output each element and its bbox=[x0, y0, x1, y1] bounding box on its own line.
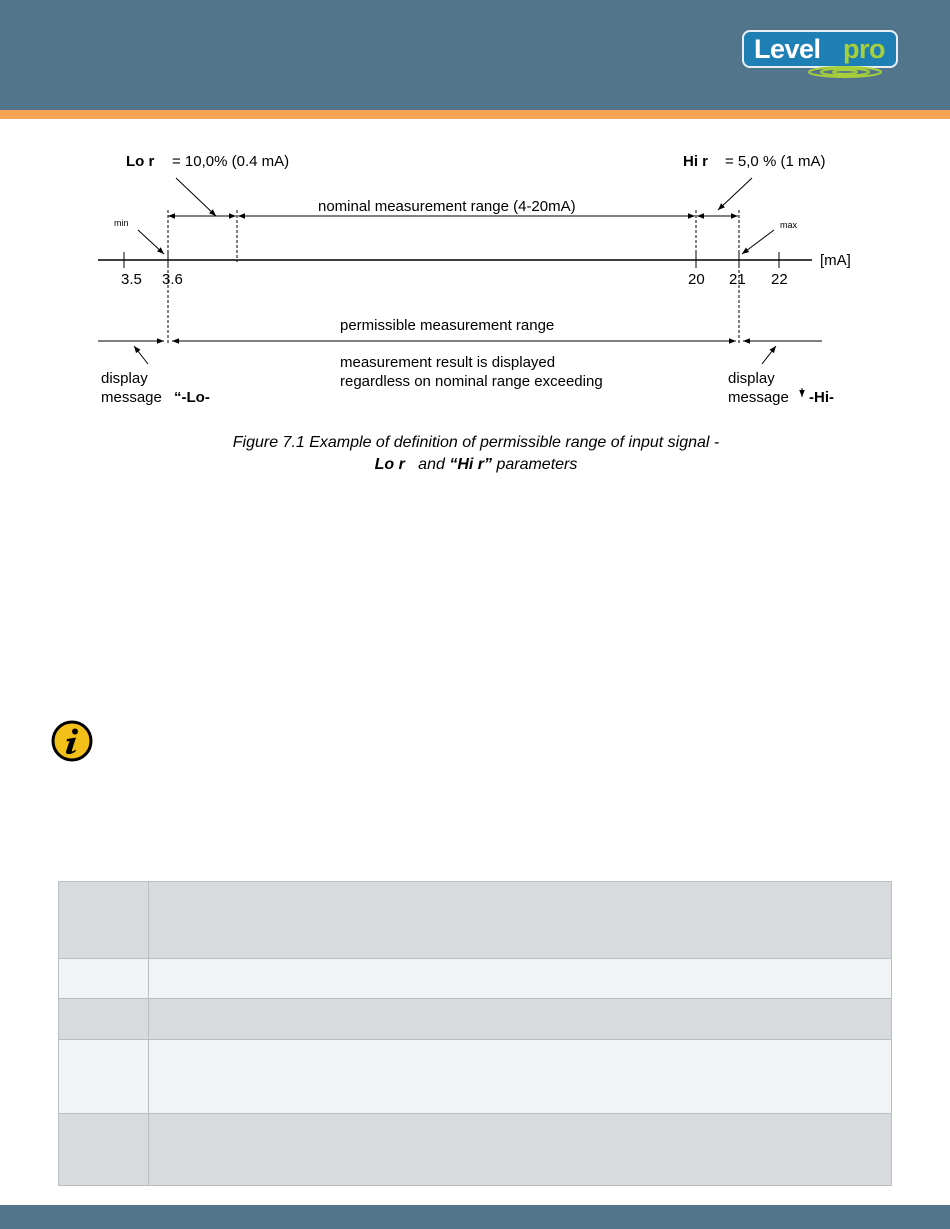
max-pointer bbox=[742, 230, 774, 254]
hi-message-line1: display bbox=[728, 370, 775, 387]
caption-lo-r: Lo r bbox=[374, 456, 405, 473]
caption-line1: Figure 7.1 Example of definition of permissible range of input signal - bbox=[232, 434, 720, 451]
tick-label-20: 20 bbox=[688, 271, 705, 288]
logo-word-level: Level bbox=[754, 34, 821, 64]
max-label: max bbox=[780, 220, 798, 230]
logo-word-pro: pro bbox=[843, 34, 885, 64]
tick-label-21: 21 bbox=[729, 271, 746, 288]
page-footer bbox=[0, 1205, 950, 1229]
table-cell bbox=[149, 959, 892, 999]
result-text-line1: measurement result is displayed bbox=[340, 354, 556, 371]
hi-message-pointer bbox=[762, 346, 776, 364]
lo-r-pointer bbox=[176, 178, 216, 216]
table-row bbox=[59, 1040, 892, 1114]
permissible-range-label: permissible measurement range bbox=[340, 317, 555, 334]
lo-message-line2: message bbox=[101, 389, 162, 406]
figure-caption bbox=[90, 432, 862, 476]
table-cell bbox=[149, 1040, 892, 1114]
hi-r-pointer bbox=[718, 178, 752, 210]
hi-r-label: Hi r bbox=[683, 153, 709, 170]
lo-r-label: Lo r bbox=[126, 153, 155, 170]
caption-hi-r: “Hi r” bbox=[449, 456, 492, 473]
table-cell bbox=[149, 999, 892, 1040]
unit-label: [mA] bbox=[820, 252, 851, 269]
info-icon bbox=[48, 720, 100, 764]
table-row bbox=[59, 999, 892, 1040]
table-cell bbox=[59, 882, 149, 959]
table-row bbox=[59, 959, 892, 999]
table-row bbox=[59, 882, 892, 959]
tick-label-3-6: 3.6 bbox=[162, 271, 183, 288]
table-cell bbox=[59, 1040, 149, 1114]
parameter-table bbox=[58, 881, 892, 1186]
result-text-line2: regardless on nominal range exceeding bbox=[340, 373, 603, 390]
table-row bbox=[59, 1114, 892, 1186]
caption-line2 bbox=[90, 454, 862, 476]
hi-r-value: = 5,0 % (1 mA) bbox=[725, 153, 826, 170]
range-diagram bbox=[0, 0, 950, 430]
table-cell bbox=[59, 1114, 149, 1186]
lo-r-value: = 10,0% (0.4 mA) bbox=[172, 153, 290, 170]
min-label: min bbox=[114, 218, 129, 228]
tick-label-22: 22 bbox=[771, 271, 788, 288]
nominal-range-label: nominal measurement range (4-20mA) bbox=[318, 198, 576, 215]
hi-message-code: -Hi- bbox=[809, 389, 834, 406]
table-cell bbox=[149, 1114, 892, 1186]
table-cell bbox=[59, 999, 149, 1040]
lo-message-pointer bbox=[134, 346, 148, 364]
table-cell bbox=[59, 959, 149, 999]
caption-parameters: parameters bbox=[496, 456, 578, 473]
table-cell bbox=[149, 882, 892, 959]
min-pointer bbox=[138, 230, 164, 254]
caption-and: and bbox=[418, 456, 445, 473]
tick-label-3-5: 3.5 bbox=[121, 271, 142, 288]
lo-message-code: “-Lo- bbox=[174, 389, 210, 406]
lo-message-line1: display bbox=[101, 370, 148, 387]
hi-message-line2: message bbox=[728, 389, 789, 406]
